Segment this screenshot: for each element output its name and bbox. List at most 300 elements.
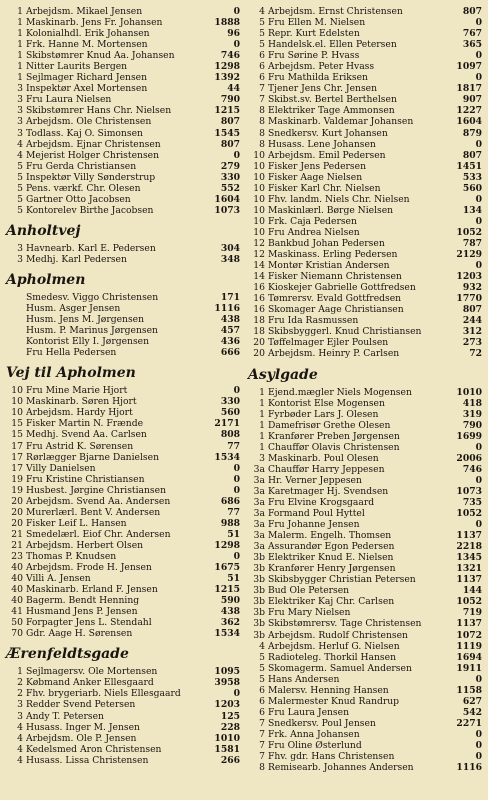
assessed-value: 330	[220, 396, 240, 408]
assessed-value: 746	[462, 463, 482, 475]
resident-row	[248, 508, 482, 519]
assessed-value: 988	[220, 517, 240, 529]
resident-row	[6, 595, 240, 606]
assessed-value: 330	[220, 171, 240, 183]
house-number: 41	[11, 606, 23, 618]
assessed-value: 1604	[214, 193, 240, 205]
resident-row	[6, 496, 240, 507]
resident-row	[248, 630, 482, 641]
house-number: 3b	[253, 574, 265, 586]
house-number: 1	[17, 39, 23, 51]
house-number: 3a	[253, 474, 265, 486]
house-number: 1	[17, 28, 23, 40]
assessed-value: 1073	[214, 204, 240, 216]
house-number: 1	[17, 61, 23, 73]
resident-row	[248, 762, 482, 773]
resident-row	[248, 530, 482, 541]
assessed-value: 0	[233, 149, 240, 161]
resident-name: Handelsk.el. Ellen Petersen	[268, 39, 397, 51]
house-number: 20	[11, 517, 23, 529]
resident-name: Husass. Lene Johansen	[268, 138, 376, 150]
house-number: 1	[17, 666, 23, 678]
resident-row	[6, 677, 240, 688]
resident-row	[248, 519, 482, 530]
assessed-value: 51	[227, 573, 240, 585]
resident-row	[248, 260, 482, 271]
resident-name: Husmand Jens P. Jensen	[26, 606, 138, 618]
resident-row	[6, 529, 240, 540]
house-number: 40	[11, 562, 23, 574]
resident-row	[248, 337, 482, 348]
resident-row	[6, 303, 240, 314]
street-heading: Anholtvej	[6, 222, 81, 239]
assessed-value: 686	[220, 495, 240, 507]
resident-name: Hans Andersen	[268, 673, 340, 685]
assessed-value: 365	[462, 39, 482, 51]
resident-row	[6, 518, 240, 529]
house-number: 16	[253, 282, 265, 294]
assessed-value: 1392	[214, 72, 240, 84]
house-number: 3a	[253, 530, 265, 542]
house-number: 5	[17, 171, 23, 183]
resident-row	[248, 740, 482, 751]
resident-name: Fru Gerda Christiansen	[26, 160, 137, 172]
resident-row	[248, 442, 482, 453]
resident-row	[248, 685, 482, 696]
resident-row	[6, 474, 240, 485]
resident-row	[248, 238, 482, 249]
resident-row	[6, 139, 240, 150]
resident-row	[6, 94, 240, 105]
house-number: 18	[253, 326, 265, 338]
resident-row	[248, 94, 482, 105]
resident-name: Fru Elvine Krogsgaard	[268, 496, 375, 508]
assessed-value: 1215	[214, 584, 240, 596]
resident-name: Malerm. Engelh. Thomsen	[268, 530, 392, 542]
assessed-value: 2171	[214, 418, 240, 430]
resident-name: Medhj. Karl Pedersen	[26, 253, 127, 265]
assessed-value: 0	[233, 550, 240, 562]
assessed-value: 0	[475, 138, 482, 150]
resident-row	[248, 61, 482, 72]
resident-row	[6, 17, 240, 28]
assessed-value: 560	[220, 407, 240, 419]
resident-name: Maskinarb. Valdemar Johansen	[268, 116, 414, 128]
resident-row	[6, 452, 240, 463]
assessed-value: 1888	[214, 17, 240, 29]
assessed-value: 1116	[456, 762, 482, 774]
assessed-value: 767	[462, 28, 482, 40]
resident-row	[248, 541, 482, 552]
resident-name: Fisker Karl Chr. Nielsen	[268, 182, 381, 194]
assessed-value: 1699	[456, 430, 482, 442]
house-number: 14	[253, 260, 265, 272]
house-number: 5	[17, 160, 23, 172]
resident-row	[248, 464, 482, 475]
resident-name: Medhj. Svend Aa. Carlsen	[26, 429, 147, 441]
resident-name: Rørlægger Bjarne Danielsen	[26, 451, 159, 463]
resident-name: Skomagerm. Samuel Andersen	[268, 662, 412, 674]
resident-row	[6, 418, 240, 429]
assessed-value: 418	[462, 397, 482, 409]
resident-name: Smedelærl. Eiof Chr. Andersen	[26, 528, 171, 540]
assessed-value: 1227	[456, 105, 482, 117]
assessed-value: 0	[475, 193, 482, 205]
resident-row	[248, 39, 482, 50]
assessed-value: 96	[227, 28, 240, 40]
house-number: 6	[259, 61, 265, 73]
house-number: 8	[259, 105, 265, 117]
assessed-value: 552	[220, 182, 240, 194]
resident-row	[248, 326, 482, 337]
resident-name: Havnearb. Karl E. Pedersen	[26, 242, 156, 254]
resident-name: Sejlmager Richard Jensen	[26, 72, 148, 84]
house-number: 5	[259, 673, 265, 685]
assessed-value: 228	[220, 721, 240, 733]
house-number: 6	[259, 684, 265, 696]
resident-name: Fru Oline Østerlund	[268, 740, 362, 751]
resident-name: Arbejdsm. Hardy Hjort	[26, 407, 133, 419]
resident-name: Arbejdsm. Svend Aa. Andersen	[26, 495, 171, 507]
resident-row	[6, 314, 240, 325]
assessed-value: 1158	[456, 684, 482, 696]
assessed-value: 1817	[456, 83, 482, 95]
assessed-value: 1545	[214, 127, 240, 139]
resident-row	[248, 718, 482, 729]
resident-name: Fisker Aage Nielsen	[268, 171, 363, 183]
assessed-value: 1675	[214, 562, 240, 574]
assessed-value: 1911	[456, 662, 482, 674]
resident-name: Husm. Jens M. Jørgensen	[26, 314, 145, 326]
resident-name: Fisker Niemann Christensen	[268, 271, 402, 283]
assessed-value: 438	[220, 314, 240, 326]
street-heading: Asylgade	[248, 366, 318, 383]
resident-row	[6, 441, 240, 452]
resident-name: Fru Kristine Christiansen	[26, 473, 145, 485]
house-number: 4	[17, 721, 23, 733]
resident-row	[248, 150, 482, 161]
house-number: 5	[259, 28, 265, 40]
street-heading: Ærenfeldtsgade	[6, 646, 129, 663]
resident-row	[6, 463, 240, 474]
resident-name: Nitter Laurits Bergen	[26, 61, 128, 73]
resident-name: Arbejdsm. Ejnar Christensen	[26, 138, 161, 150]
house-number: 10	[253, 149, 265, 161]
assessed-value: 735	[462, 496, 482, 508]
assessed-value: 273	[462, 337, 482, 349]
assessed-value: 1203	[214, 699, 240, 711]
assessed-value: 590	[220, 595, 240, 607]
assessed-value: 0	[475, 751, 482, 763]
resident-row	[248, 751, 482, 762]
assessed-value: 2218	[456, 541, 482, 553]
street-heading: Vej til Apholmen	[6, 365, 136, 382]
assessed-value: 77	[227, 506, 240, 518]
assessed-value: 1604	[456, 116, 482, 128]
resident-name: Fru Mary Nielsen	[268, 607, 351, 619]
assessed-value: 1534	[214, 628, 240, 640]
resident-row	[6, 562, 240, 573]
assessed-value: 0	[233, 484, 240, 496]
house-number: 6	[259, 695, 265, 707]
resident-row	[248, 596, 482, 607]
resident-name: Arbejdsm. Ole P. Jensen	[26, 732, 137, 744]
resident-name: Fyrbøder Lars J. Olesen	[268, 408, 379, 420]
resident-row	[6, 407, 240, 418]
resident-row	[248, 398, 482, 409]
house-number: 21	[11, 528, 23, 540]
house-number: 5	[17, 204, 23, 216]
resident-row	[6, 128, 240, 139]
house-number: 3	[17, 699, 23, 711]
resident-name: Ejend.mægler Niels Mogensen	[268, 386, 412, 398]
resident-name: Skibsbygger Christian Petersen	[268, 574, 416, 586]
resident-row	[6, 666, 240, 677]
street-section	[6, 365, 240, 639]
resident-row	[248, 128, 482, 139]
resident-row	[6, 161, 240, 172]
assessed-value: 907	[462, 94, 482, 106]
assessed-value: 1137	[456, 618, 482, 630]
resident-row	[6, 116, 240, 127]
house-number: 4	[17, 754, 23, 766]
assessed-value: 879	[462, 127, 482, 139]
resident-name: Fhv. landm. Niels Chr. Nielsen	[268, 193, 410, 205]
resident-row	[248, 674, 482, 685]
resident-row	[248, 315, 482, 326]
house-number: 5	[259, 651, 265, 663]
resident-row	[248, 431, 482, 442]
assessed-value: 0	[233, 462, 240, 474]
assessed-value: 1581	[214, 743, 240, 755]
house-number: 7	[259, 740, 265, 751]
resident-row	[248, 116, 482, 127]
assessed-value: 1073	[456, 485, 482, 497]
house-number: 3b	[253, 563, 265, 575]
resident-row	[6, 194, 240, 205]
assessed-value: 1345	[456, 552, 482, 564]
resident-row	[248, 475, 482, 486]
assessed-value: 1052	[456, 596, 482, 608]
resident-name: Kolonialhdl. Erik Johansen	[26, 28, 150, 40]
assessed-value: 3958	[214, 677, 240, 689]
resident-row	[6, 584, 240, 595]
resident-name: Chauffør Olavis Christensen	[268, 441, 400, 453]
resident-row	[248, 17, 482, 28]
resident-row	[248, 348, 482, 359]
resident-row	[248, 453, 482, 464]
resident-row	[248, 563, 482, 574]
house-number: 3b	[253, 596, 265, 608]
house-number: 1	[17, 72, 23, 84]
resident-name: Fru Mathilda Eriksen	[268, 72, 368, 84]
resident-row	[6, 507, 240, 518]
resident-row	[248, 105, 482, 116]
resident-name: Frk. Caja Pedersen	[268, 215, 357, 227]
resident-row	[248, 420, 482, 431]
assessed-value: 787	[462, 237, 482, 249]
resident-row	[6, 744, 240, 755]
resident-row	[248, 293, 482, 304]
assessed-value: 0	[475, 740, 482, 751]
resident-name: Fru Ellen M. Nielsen	[268, 17, 366, 29]
assessed-value: 1010	[456, 386, 482, 398]
assessed-value: 0	[475, 260, 482, 272]
resident-name: Mejerist Holger Christensen	[26, 149, 160, 161]
assessed-value: 304	[220, 242, 240, 254]
resident-row	[6, 347, 240, 358]
house-number: 3	[259, 452, 265, 464]
resident-name: Fisker Leif L. Hansen	[26, 517, 127, 529]
house-number: 5	[259, 662, 265, 674]
assessed-value: 2006	[456, 452, 482, 464]
house-number: 3	[17, 105, 23, 117]
assessed-value: 144	[462, 585, 482, 597]
assessed-value: 0	[475, 673, 482, 685]
resident-name: Bud Ole Petersen	[268, 585, 350, 597]
resident-row	[248, 486, 482, 497]
assessed-value: 807	[462, 6, 482, 17]
resident-name: Repr. Kurt Edelsten	[268, 28, 360, 40]
resident-name: Arbejdsm. Mikael Jensen	[26, 6, 143, 17]
house-number: 1	[259, 441, 265, 453]
resident-row	[248, 194, 482, 205]
resident-row	[6, 172, 240, 183]
resident-name: Frk. Anna Johansen	[268, 728, 360, 740]
house-number: 3b	[253, 607, 265, 619]
house-number: 1	[17, 17, 23, 29]
resident-name: Arbejdsm. Heinry P. Carlsen	[268, 348, 400, 360]
resident-row	[6, 205, 240, 216]
assessed-value: 790	[462, 419, 482, 431]
resident-row	[248, 227, 482, 238]
assessed-value: 0	[233, 6, 240, 17]
assessed-value: 1052	[456, 226, 482, 238]
resident-name: Skibstømrer Hans Chr. Nielsen	[26, 105, 172, 117]
resident-row	[6, 699, 240, 710]
resident-row	[6, 61, 240, 72]
resident-row	[248, 552, 482, 563]
assessed-value: 1321	[456, 563, 482, 575]
house-number: 1	[259, 386, 265, 398]
assessed-value: 746	[220, 50, 240, 62]
assessed-value: 362	[220, 617, 240, 629]
resident-row	[6, 72, 240, 83]
assessed-value: 125	[220, 710, 240, 722]
assessed-value: 1097	[456, 61, 482, 73]
house-number: 12	[253, 237, 265, 249]
house-number: 16	[253, 304, 265, 316]
resident-row	[248, 618, 482, 629]
resident-row	[6, 628, 240, 639]
house-number: 15	[11, 429, 23, 441]
resident-name: Købmand Anker Ellesgaard	[26, 677, 154, 689]
resident-name: Kranfører Preben Jørgensen	[268, 430, 400, 442]
resident-row	[6, 733, 240, 744]
assessed-value: 1215	[214, 105, 240, 117]
house-number: 4	[17, 732, 23, 744]
house-number: 10	[253, 182, 265, 194]
assessed-value: 1298	[214, 61, 240, 73]
resident-name: Andy T. Petersen	[26, 710, 104, 722]
house-number: 4	[259, 6, 265, 17]
resident-name: Maskinarb. Jens Fr. Johansen	[26, 17, 163, 29]
resident-name: Kontorist Elly I. Jørgensen	[26, 336, 150, 348]
house-number: 50	[11, 617, 23, 629]
resident-row	[6, 551, 240, 562]
resident-name: Malermester Knud Randrup	[268, 695, 400, 707]
assessed-value: 0	[233, 385, 240, 397]
resident-name: Elektriker Kaj Chr. Carlsen	[268, 596, 395, 608]
house-number: 8	[259, 138, 265, 150]
resident-name: Remisearb. Johannes Andersen	[268, 762, 414, 774]
resident-row	[248, 729, 482, 740]
assessed-value: 1137	[456, 530, 482, 542]
street-heading: Apholmen	[6, 271, 86, 288]
resident-row	[6, 183, 240, 194]
resident-name: Elektriker Knud E. Nielsen	[268, 552, 394, 564]
resident-name: Fru Sørine P. Hvass	[268, 50, 360, 62]
house-number: 1	[259, 408, 265, 420]
resident-name: Husass. Inger M. Jensen	[26, 721, 140, 733]
resident-name: Husm. P. Marinus Jørgensen	[26, 325, 158, 337]
resident-name: Husbest. Jørgine Christiansen	[26, 484, 166, 496]
assessed-value: 51	[227, 528, 240, 540]
resident-name: Sejlmagersv. Ole Mortensen	[26, 666, 158, 678]
assessed-value: 1095	[214, 666, 240, 678]
resident-name: Fru Johanne Jensen	[268, 519, 360, 531]
house-number: 3	[17, 242, 23, 254]
house-number: 3b	[253, 629, 265, 641]
house-number: 7	[259, 717, 265, 729]
resident-name: Inspektør Villy Sønderstrup	[26, 171, 156, 183]
resident-name: Fru Mine Marie Hjort	[26, 385, 128, 397]
assessed-value: 279	[220, 160, 240, 172]
assessed-value: 666	[220, 347, 240, 359]
assessed-value: 807	[220, 116, 240, 128]
resident-name: Forpagter Jens L. Stendahl	[26, 617, 152, 629]
resident-name: Redder Svend Petersen	[26, 699, 136, 711]
house-number: 3	[17, 94, 23, 106]
resident-row	[248, 574, 482, 585]
assessed-value: 0	[233, 473, 240, 485]
resident-row	[248, 50, 482, 61]
resident-row	[248, 216, 482, 227]
resident-name: Bagerm. Bendt Henning	[26, 595, 140, 607]
resident-name: Tjener Jens Chr. Jensen	[268, 83, 378, 95]
resident-row	[248, 139, 482, 150]
house-number: 15	[11, 418, 23, 430]
resident-name: Skomager Aage Christiansen	[268, 304, 404, 316]
street-section	[248, 367, 482, 774]
street-section	[6, 223, 240, 265]
assessed-value: 533	[462, 171, 482, 183]
house-number: 5	[17, 182, 23, 194]
resident-row	[248, 83, 482, 94]
resident-name: Kioskejer Gabrielle Gottfredsen	[268, 282, 416, 294]
assessed-value: 807	[220, 138, 240, 150]
house-number: 3a	[253, 541, 265, 553]
resident-row	[248, 497, 482, 508]
resident-row	[248, 28, 482, 39]
assessed-value: 0	[475, 474, 482, 486]
house-number: 6	[259, 706, 265, 718]
resident-name: Kontorelev Birthe Jacobsen	[26, 204, 154, 216]
assessed-value: 1116	[214, 303, 240, 315]
resident-row	[6, 429, 240, 440]
resident-name: Frk. Hanne M. Mortensen	[26, 39, 148, 51]
resident-name: Todlass. Kaj O. Simonsen	[26, 127, 143, 139]
